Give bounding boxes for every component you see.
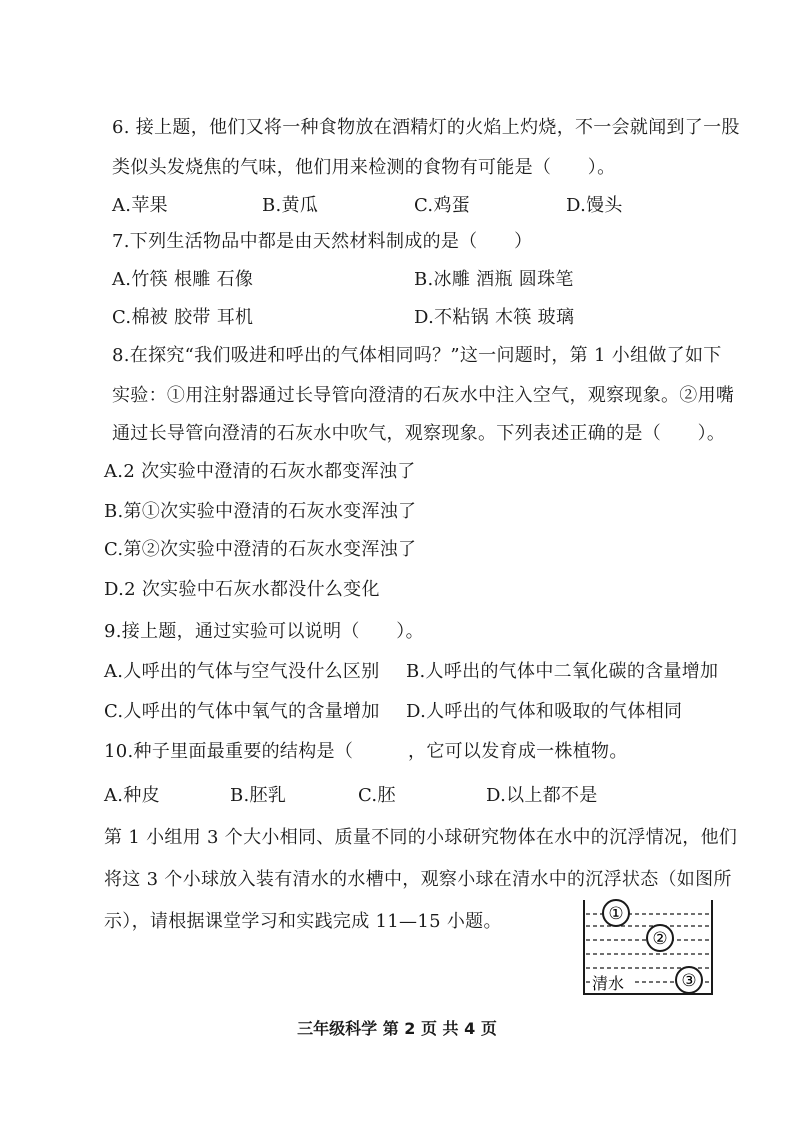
q8-stem-line2: 实验：①用注射器通过长导管向澄清的石灰水中注入空气，观察现象。②用嘴 (112, 385, 735, 406)
q8-option-d: D.2 次实验中石灰水都没什么变化 (104, 579, 380, 600)
q6-option-b: B.黄瓜 (262, 195, 319, 216)
q8-option-b: B.第①次实验中澄清的石灰水变浑浊了 (104, 501, 417, 522)
q6-stem-line2: 类似头发烧焦的气味，他们用来检测的食物有可能是（ ）。 (112, 157, 616, 178)
ball-1-label: ① (608, 904, 624, 924)
q8-stem-line1: 8.在探究“我们吸进和呼出的气体相同吗？”这一问题时，第 1 小组做了如下 (112, 345, 722, 366)
q6-option-a: A.苹果 (112, 195, 168, 216)
q9-option-b: B.人呼出的气体中二氧化碳的含量增加 (406, 661, 719, 682)
q6-option-c: C.鸡蛋 (414, 195, 471, 216)
q9-option-c: C.人呼出的气体中氧气的含量增加 (104, 701, 380, 722)
q7-option-d: D.不粘锅 木筷 玻璃 (414, 307, 575, 328)
q10-option-d: D.以上都不是 (486, 785, 598, 806)
passage-line1: 第 1 小组用 3 个大小相同、质量不同的小球研究物体在水中的沉浮情况，他们 (104, 827, 738, 848)
q9-stem: 9.接上题，通过实验可以说明（ ）。 (104, 621, 424, 642)
ball-1 (603, 900, 629, 926)
q6-stem-line1: 6. 接上题，他们又将一种食物放在酒精灯的火焰上灼烧，不一会就闻到了一股 (112, 117, 740, 138)
q7-option-c: C.棉被 胶带 耳机 (112, 307, 254, 328)
q10-stem: 10.种子里面最重要的结构是（ ，它可以发育成一株植物。 (104, 741, 628, 762)
water-label: 清水 (592, 974, 625, 993)
passage-line2: 将这 3 个小球放入装有清水的水槽中，观察小球在清水中的沉浮状态（如图所 (104, 869, 732, 890)
q8-option-c: C.第②次实验中澄清的石灰水变浑浊了 (104, 539, 417, 560)
ball-2-label: ② (652, 929, 668, 949)
q8-stem-line3: 通过长导管向澄清的石灰水中吹气，观察现象。下列表述正确的是（ ）。 (112, 423, 726, 444)
q9-option-a: A.人呼出的气体与空气没什么区别 (104, 661, 380, 682)
q8-option-a: A.2 次实验中澄清的石灰水都变浑浊了 (104, 461, 416, 482)
q7-stem: 7.下列生活物品中都是由天然材料制成的是（ ） (112, 231, 533, 252)
q7-option-b: B.冰雕 酒瓶 圆珠笔 (414, 269, 574, 290)
q9-option-d: D.人呼出的气体和吸取的气体相同 (406, 701, 683, 722)
q7-option-a: A.竹筷 根雕 石像 (112, 269, 254, 290)
ball-3 (676, 967, 702, 993)
q10-option-a: A.种皮 (104, 785, 160, 806)
q10-option-c: C.胚 (358, 785, 396, 806)
q10-option-b: B.胚乳 (230, 785, 287, 806)
passage-line3: 示），请根据课堂学习和实践完成 11—15 小题。 (104, 911, 502, 932)
water-tank-figure (578, 896, 718, 1000)
q6-option-d: D.馒头 (566, 195, 623, 216)
ball-2 (647, 925, 673, 951)
ball-3-label: ③ (681, 971, 697, 991)
page-footer: 三年级科学 第 2 页 共 4 页 (297, 1019, 497, 1038)
